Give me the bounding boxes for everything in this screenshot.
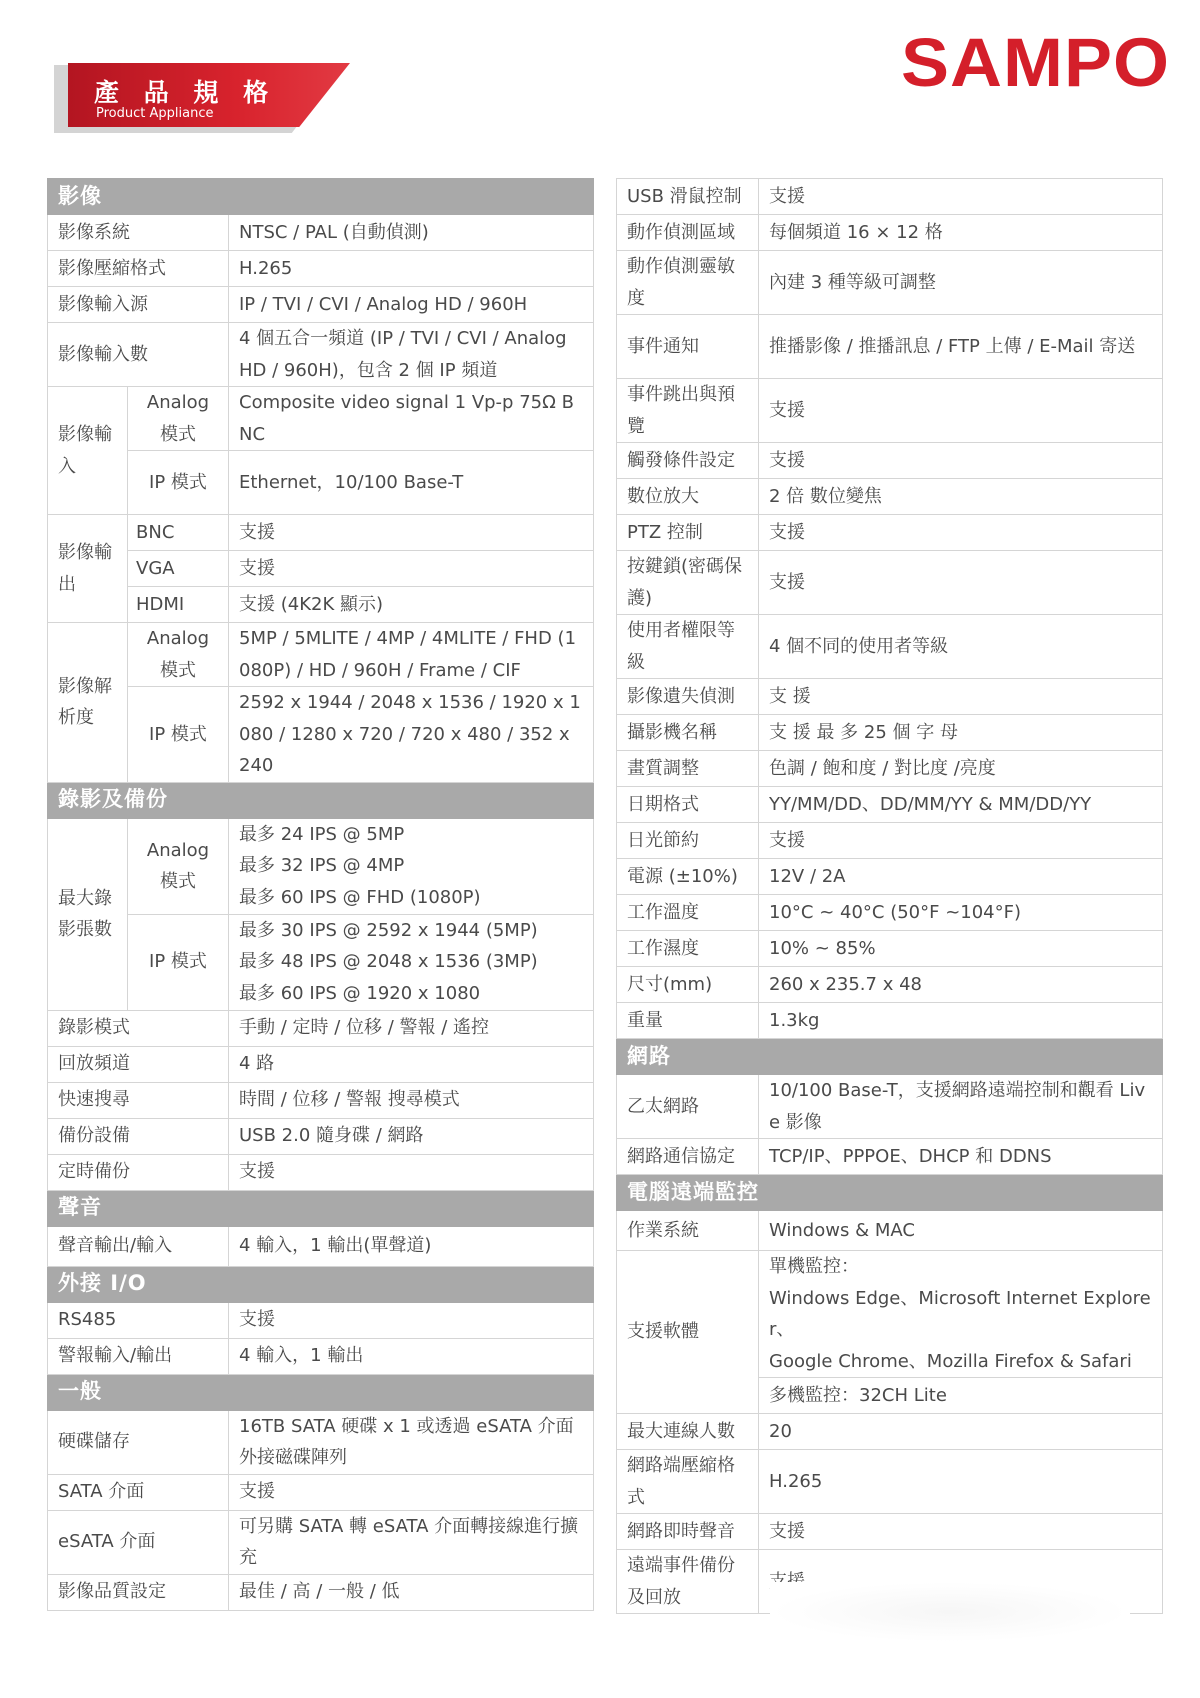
spec-value: Windows & MAC <box>759 1211 1163 1251</box>
spec-sub-label: Analog 模式 <box>128 387 229 451</box>
spec-label: 工作溫度 <box>617 895 759 931</box>
spec-value: 支援 <box>229 1302 594 1338</box>
spec-label: 動作偵測區域 <box>617 215 759 251</box>
spec-value: Composite video signal 1 Vp-p 75Ω BNC <box>229 387 594 451</box>
spec-group-label: 影像輸入 <box>48 387 128 515</box>
spec-label: 警報輸入/輸出 <box>48 1338 229 1374</box>
spec-label: 網路端壓縮格式 <box>617 1450 759 1514</box>
section-header-tab <box>54 63 350 133</box>
spec-value: 支援 <box>759 515 1163 551</box>
spec-label: 快速搜尋 <box>48 1082 229 1118</box>
spec-value-line: 最多 60 IPS @ FHD (1080P) <box>239 886 481 908</box>
spec-value: 16TB SATA 硬碟 x 1 或透過 eSATA 介面外接磁碟陣列 <box>229 1410 594 1474</box>
spec-value-line: 最多 30 IPS @ 2592 x 1944 (5MP) <box>239 919 538 941</box>
spec-label: 聲音輸出/輸入 <box>48 1226 229 1266</box>
spec-value: YY/MM/DD、DD/MM/YY & MM/DD/YY <box>759 787 1163 823</box>
spec-value: 支援 <box>229 515 594 551</box>
spec-label: 影像輸入數 <box>48 323 229 387</box>
spec-value: 推播影像 / 推播訊息 / FTP 上傳 / E-Mail 寄送 <box>759 315 1163 379</box>
left-spec-table <box>47 178 594 1611</box>
page-subtitle: Product Appliance <box>96 106 214 121</box>
spec-label: 網路即時聲音 <box>617 1514 759 1550</box>
section-network: 網路 <box>617 1039 1163 1075</box>
spec-label: 影像遺失偵測 <box>617 679 759 715</box>
spec-value: Ethernet，10/100 Base-T <box>229 451 594 515</box>
spec-sub-label: Analog 模式 <box>128 623 229 687</box>
spec-value: 支援 <box>759 379 1163 443</box>
spec-label: 錄影模式 <box>48 1010 229 1046</box>
spec-label: 尺寸(mm) <box>617 967 759 1003</box>
spec-value: 12V / 2A <box>759 859 1163 895</box>
spec-label: eSATA 介面 <box>48 1510 229 1574</box>
spec-value: IP / TVI / CVI / Analog HD / 960H <box>229 287 594 323</box>
spec-value: NTSC / PAL (自動偵測) <box>229 215 594 251</box>
spec-label: 影像輸入源 <box>48 287 229 323</box>
spec-value: 20 <box>759 1414 1163 1450</box>
spec-value: 支援 <box>229 551 594 587</box>
spec-label: 觸發條件設定 <box>617 443 759 479</box>
spec-value-line: Google Chrome、Mozilla Firefox & Safari <box>769 1350 1132 1372</box>
background-watermark <box>770 1582 1130 1642</box>
spec-group-label: 最大錄影張數 <box>48 818 128 1010</box>
section-record: 錄影及備份 <box>48 782 594 818</box>
spec-label: 事件通知 <box>617 315 759 379</box>
spec-value: 4 路 <box>229 1046 594 1082</box>
spec-value: 1.3kg <box>759 1003 1163 1039</box>
spec-value: 支援 <box>759 443 1163 479</box>
section-general: 一般 <box>48 1374 594 1410</box>
spec-label: 日期格式 <box>617 787 759 823</box>
right-spec-table <box>616 178 1163 1614</box>
spec-label: 網路通信協定 <box>617 1139 759 1175</box>
spec-value: 4 輸入，1 輸出(單聲道) <box>229 1226 594 1266</box>
spec-value: 最佳 / 高 / 一般 / 低 <box>229 1574 594 1610</box>
page-title: 產 品 規 格 <box>94 78 277 107</box>
spec-label: 影像壓縮格式 <box>48 251 229 287</box>
spec-sub-label: BNC <box>128 515 229 551</box>
spec-label: 定時備份 <box>48 1154 229 1190</box>
spec-sub-label: Analog 模式 <box>128 818 229 914</box>
section-io: 外接 I/O <box>48 1266 594 1302</box>
spec-value-line: Windows Edge、Microsoft Internet Explorer、 <box>769 1287 1151 1340</box>
spec-value: H.265 <box>759 1450 1163 1514</box>
spec-label: 支援軟體 <box>617 1251 759 1414</box>
spec-label: 動作偵測靈敏度 <box>617 251 759 315</box>
spec-value: 支援 (4K2K 顯示) <box>229 587 594 623</box>
spec-value: 每個頻道 16 × 12 格 <box>759 215 1163 251</box>
sampo-logo: SAMPO <box>900 25 1170 101</box>
spec-label: PTZ 控制 <box>617 515 759 551</box>
spec-label: 最大連線人數 <box>617 1414 759 1450</box>
section-remote: 電腦遠端監控 <box>617 1175 1163 1211</box>
spec-label: 遠端事件備份及回放 <box>617 1550 759 1614</box>
spec-value: USB 2.0 隨身碟 / 網路 <box>229 1118 594 1154</box>
spec-value <box>229 818 594 914</box>
spec-value: 支援 <box>759 823 1163 859</box>
spec-value: 10% ~ 85% <box>759 931 1163 967</box>
spec-value: 10/100 Base-T，支援網路遠端控制和觀看 Live 影像 <box>759 1075 1163 1139</box>
spec-value <box>759 1251 1163 1378</box>
spec-label: 攝影機名稱 <box>617 715 759 751</box>
section-video: 影像 <box>48 179 594 215</box>
spec-value: 260 x 235.7 x 48 <box>759 967 1163 1003</box>
spec-label: 數位放大 <box>617 479 759 515</box>
spec-value: 支援 <box>229 1154 594 1190</box>
spec-label: USB 滑鼠控制 <box>617 179 759 215</box>
spec-value: 2 倍 數位變焦 <box>759 479 1163 515</box>
spec-value: H.265 <box>229 251 594 287</box>
spec-value-line: 單機監控： <box>769 1256 859 1277</box>
spec-label: 電源 (±10%) <box>617 859 759 895</box>
spec-label: RS485 <box>48 1302 229 1338</box>
spec-label: 硬碟儲存 <box>48 1410 229 1474</box>
spec-value: TCP/IP、PPPOE、DHCP 和 DDNS <box>759 1139 1163 1175</box>
spec-label: 日光節約 <box>617 823 759 859</box>
spec-group-label: 影像解析度 <box>48 623 128 783</box>
spec-value: 時間 / 位移 / 警報 搜尋模式 <box>229 1082 594 1118</box>
spec-label: 作業系統 <box>617 1211 759 1251</box>
spec-value: 支援 <box>229 1474 594 1510</box>
spec-value: 4 個不同的使用者等級 <box>759 615 1163 679</box>
spec-value <box>229 914 594 1010</box>
spec-sub-label: IP 模式 <box>128 451 229 515</box>
spec-label: 影像品質設定 <box>48 1574 229 1610</box>
spec-value: 支援 <box>759 179 1163 215</box>
spec-label: 乙太網路 <box>617 1075 759 1139</box>
spec-value: 4 輸入，1 輸出 <box>229 1338 594 1374</box>
spec-value: 支援 <box>759 1514 1163 1550</box>
spec-label: 使用者權限等級 <box>617 615 759 679</box>
spec-sub-label: HDMI <box>128 587 229 623</box>
spec-label: 影像系統 <box>48 215 229 251</box>
spec-value-line: 最多 48 IPS @ 2048 x 1536 (3MP) <box>239 951 538 973</box>
spec-value: 多機監控：32CH Lite <box>759 1378 1163 1414</box>
spec-value: 色調 / 飽和度 / 對比度 /亮度 <box>759 751 1163 787</box>
spec-value-line: 最多 32 IPS @ 4MP <box>239 855 405 877</box>
spec-value: 手動 / 定時 / 位移 / 警報 / 遙控 <box>229 1010 594 1046</box>
section-audio: 聲音 <box>48 1190 594 1226</box>
spec-sub-label: IP 模式 <box>128 687 229 783</box>
spec-label: 按鍵鎖(密碼保護) <box>617 551 759 615</box>
spec-sub-label: VGA <box>128 551 229 587</box>
spec-value: 10°C ~ 40°C (50°F ~104°F) <box>759 895 1163 931</box>
spec-group-label: 影像輸出 <box>48 515 128 623</box>
spec-value: 5MP / 5MLITE / 4MP / 4MLITE / FHD (1080P) / HD / 960H / Frame / CIF <box>229 623 594 687</box>
spec-value: 2592 x 1944 / 2048 x 1536 / 1920 x 1080 / 1280 x 720 / 720 x 480 / 352 x 240 <box>229 687 594 783</box>
spec-label: SATA 介面 <box>48 1474 229 1510</box>
spec-value: 支 援 <box>759 679 1163 715</box>
spec-value: 支援 <box>759 551 1163 615</box>
spec-label: 工作濕度 <box>617 931 759 967</box>
spec-sub-label: IP 模式 <box>128 914 229 1010</box>
spec-label: 重量 <box>617 1003 759 1039</box>
spec-value: 4 個五合一頻道 (IP / TVI / CVI / Analog HD / 960H)，包含 2 個 IP 頻道 <box>229 323 594 387</box>
spec-value-line: 最多 24 IPS @ 5MP <box>239 823 405 845</box>
spec-label: 備份設備 <box>48 1118 229 1154</box>
spec-label: 回放頻道 <box>48 1046 229 1082</box>
spec-value: 內建 3 種等級可調整 <box>759 251 1163 315</box>
spec-label: 事件跳出與預覽 <box>617 379 759 443</box>
spec-value-line: 最多 60 IPS @ 1920 x 1080 <box>239 982 481 1004</box>
spec-label: 畫質調整 <box>617 751 759 787</box>
spec-value: 支 援 最 多 25 個 字 母 <box>759 715 1163 751</box>
spec-value: 可另購 SATA 轉 eSATA 介面轉接線進行擴充 <box>229 1510 594 1574</box>
